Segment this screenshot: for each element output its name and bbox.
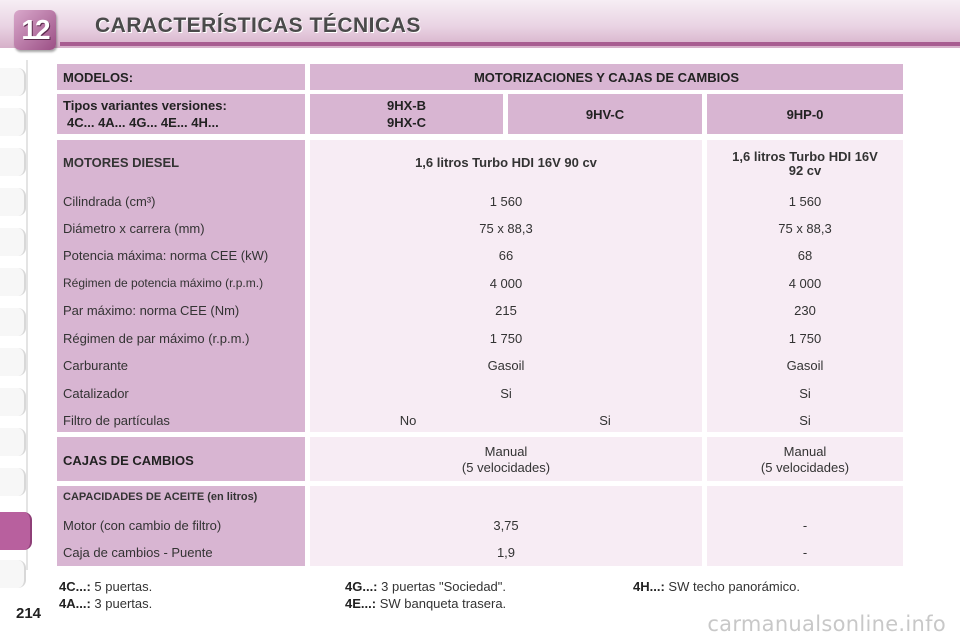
capacity-value-92cv: -	[802, 545, 808, 560]
engines-gearboxes-header: MOTORIZACIONES Y CAJAS DE CAMBIOS	[310, 64, 903, 90]
gearbox-speeds: (5 velocidades)	[461, 460, 551, 475]
chapter-tab-active[interactable]	[0, 512, 32, 550]
spec-label: Carburante	[63, 358, 129, 373]
variant-9hv-c: 9HV-C	[508, 94, 702, 134]
spec-value-90cv: Gasoil	[487, 358, 525, 373]
variant-9hx-cell	[310, 94, 503, 134]
footnote	[633, 579, 800, 594]
gearbox-type: Manual	[783, 444, 827, 459]
footnote-text: SW banqueta trasera.	[379, 596, 507, 611]
gearbox-heading: CAJAS DE CAMBIOS	[57, 437, 305, 481]
capacity-value-90cv: 1,9	[496, 545, 516, 560]
spec-value-92cv: Gasoil	[786, 358, 824, 373]
capacity-value-92cv: -	[802, 518, 808, 533]
engine-92cv-name-line1: 1,6 litros Turbo HDI 16V	[732, 149, 878, 164]
chapter-tab[interactable]	[0, 468, 26, 496]
footnote-code: 4A...:	[59, 596, 91, 611]
footnote-text: 5 puertas.	[94, 579, 153, 594]
chapter-tab[interactable]	[0, 560, 26, 588]
spec-label: Filtro de partículas	[63, 413, 170, 428]
footnote	[345, 579, 506, 594]
footnote-code: 4H...:	[633, 579, 665, 594]
spec-value-92cv: 75 x 88,3	[778, 221, 832, 236]
capacity-label: Caja de cambios - Puente	[63, 545, 213, 560]
spec-value-90cv: 75 x 88,3	[479, 221, 533, 236]
chapter-tabs	[0, 60, 34, 580]
chapter-badge: 12	[14, 10, 56, 50]
spec-label: Potencia máxima: norma CEE (kW)	[63, 248, 269, 263]
footnote-text: SW techo panorámico.	[668, 579, 800, 594]
spec-value-92cv: 1 560	[788, 194, 822, 209]
spec-value-90cv: 4 000	[489, 276, 523, 291]
footnote-code: 4E...:	[345, 596, 377, 611]
spec-value-92cv: 1 750	[788, 331, 822, 346]
spec-label: Cilindrada (cm³)	[63, 194, 156, 209]
engine-92cv-name-line2: 92 cv	[788, 163, 822, 178]
spec-value-90cv: 1 560	[489, 194, 523, 209]
chapter-tab[interactable]	[0, 148, 26, 176]
filter-value-9hv: Si	[599, 413, 611, 428]
chapter-tab[interactable]	[0, 188, 26, 216]
spec-value-92cv: Si	[799, 386, 811, 401]
capacities-heading: CAPACIDADES DE ACEITE (en litros)	[63, 491, 258, 503]
spec-value-92cv: Si	[799, 413, 811, 428]
footnote-text: 3 puertas "Sociedad".	[381, 579, 507, 594]
gearbox-90cv-cell	[310, 437, 702, 481]
variant-9hx-b: 9HX-B	[386, 98, 426, 113]
spec-value-92cv: 4 000	[788, 276, 822, 291]
page-title: CARACTERÍSTICAS TÉCNICAS	[95, 14, 421, 37]
filter-value-9hx: No	[399, 413, 417, 428]
footnote	[59, 596, 152, 611]
chapter-tab[interactable]	[0, 268, 26, 296]
footnote-text: 3 puertas.	[94, 596, 153, 611]
variant-9hx-c: 9HX-C	[386, 115, 426, 130]
footnote-code: 4C...:	[59, 579, 91, 594]
spec-label: Régimen de potencia máximo (r.p.m.)	[63, 276, 264, 290]
chapter-tab[interactable]	[0, 108, 26, 136]
engine-90cv-name: 1,6 litros Turbo HDI 16V 90 cv	[415, 155, 597, 170]
chapter-tab[interactable]	[0, 428, 26, 456]
spec-value-90cv: 1 750	[489, 331, 523, 346]
spec-value-92cv: 230	[794, 303, 816, 318]
capacity-label: Motor (con cambio de filtro)	[63, 518, 222, 533]
footnote	[345, 596, 506, 611]
spec-value-92cv: 68	[797, 248, 813, 263]
chapter-tab[interactable]	[0, 308, 26, 336]
spec-value-90cv: Si	[500, 386, 512, 401]
versions-codes: 4C... 4A... 4G... 4E... 4H...	[67, 115, 219, 130]
capacity-value-90cv: 3,75	[493, 518, 519, 533]
footnote-code: 4G...:	[345, 579, 378, 594]
header-rule	[60, 42, 960, 46]
page-number: 214	[16, 605, 42, 622]
spec-value-90cv: 215	[495, 303, 517, 318]
variant-9hp-0: 9HP-0	[707, 94, 903, 134]
spec-label: Par máximo: norma CEE (Nm)	[63, 303, 240, 318]
models-header: MODELOS:	[57, 64, 305, 90]
gearbox-speeds: (5 velocidades)	[760, 460, 850, 475]
spec-value-90cv: 66	[498, 248, 514, 263]
versions-label: Tipos variantes versiones:	[63, 98, 227, 113]
chapter-tab[interactable]	[0, 348, 26, 376]
gearbox-type: Manual	[484, 444, 528, 459]
diesel-engines-heading: MOTORES DIESEL	[63, 155, 180, 170]
chapter-tab[interactable]	[0, 68, 26, 96]
gearbox-92cv-cell	[707, 437, 903, 481]
footnote	[59, 579, 152, 594]
versions-label-cell	[57, 94, 305, 134]
spec-label: Régimen de par máximo (r.p.m.)	[63, 331, 250, 346]
chapter-tab[interactable]	[0, 388, 26, 416]
watermark: carmanualsonline.info	[707, 612, 946, 636]
spec-label: Catalizador	[63, 386, 129, 401]
chapter-tab[interactable]	[0, 228, 26, 256]
spec-label: Diámetro x carrera (mm)	[63, 221, 205, 236]
